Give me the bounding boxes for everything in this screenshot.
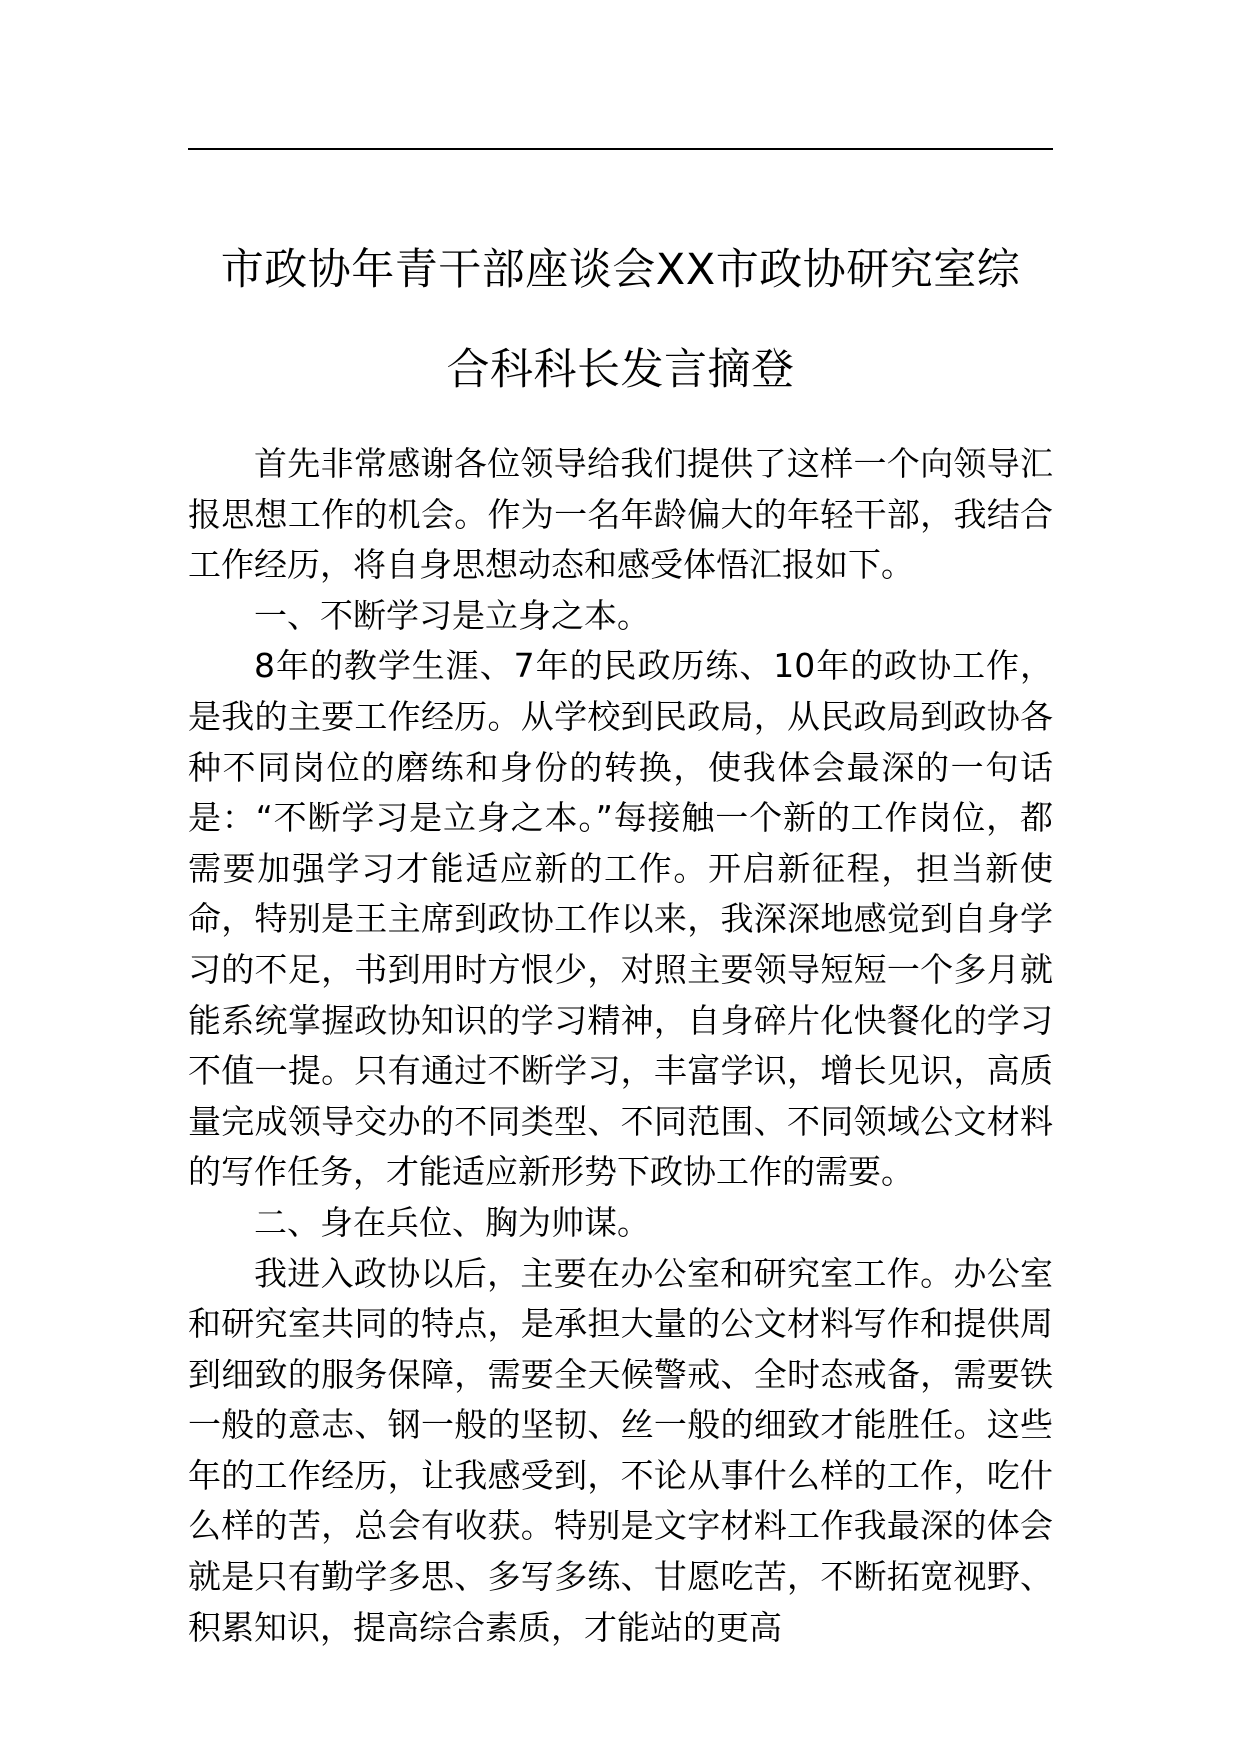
section-heading-2: 二、身在兵位、胸为帅谋。 (254, 1202, 650, 1242)
intro-paragraph: 首先非常感谢各位领导给我们提供了这样一个向领导汇报思想工作的机会。作为一名年龄偏大的年轻干部，我结合工作经历，将自身思想动态和感受体悟汇报如下。 (188, 444, 1053, 585)
section-2-paragraph: 我进入政协以后，主要在办公室和研究室工作。办公室和研究室共同的特点，是承担大量的公文材料写作和提供周到细致的服务保障，需要全天候警戒、全时态戒备，需要铁一般的意志、钢一般的坚韧、丝一般的细致才能胜任。这些年的工作经历，让我感受到，不论从事什么样的工作，吃什么样的苦，总会有收获。特别是文字材料工作我最深的体会就是只有勤学多思、多写多练、甘愿吃苦，不断拓宽视野、积累知识，提高综合素质，才能站的更高 (188, 1253, 1053, 1647)
section-1-paragraph: 8年的教学生涯、7年的民政历练、10年的政协工作，是我的主要工作经历。从学校到民政局，从民政局到政协各种不同岗位的磨练和身份的转换，使我体会最深的一句话是：“不断学习是立身之本。”每接触一个新的工作岗位，都需要加强学习才能适应新的工作。开启新征程，担当新使命，特别是王主席到政协工作以来，我深深地感觉到自身学习的不足，书到用时方恨少，对照主要领导短短一个多月就能系统掌握政协知识的学习精神，自身碎片化快餐化的学习不值一提。只有通过不断学习，丰富学识，增长见识，高质量完成领导交办的不同类型、不同范围、不同领域公文材料的写作任务，才能适应新形势下政协工作的需要。 (188, 646, 1053, 1192)
header-rule (188, 148, 1053, 150)
document-title (188, 220, 1053, 420)
title-line-1: 市政协年青干部座谈会XX市政协研究室综 (220, 245, 1021, 295)
title-line-2: 合科科长发言摘登 (446, 345, 795, 395)
document-body (188, 439, 1053, 1653)
section-heading-1: 一、不断学习是立身之本。 (254, 595, 650, 635)
